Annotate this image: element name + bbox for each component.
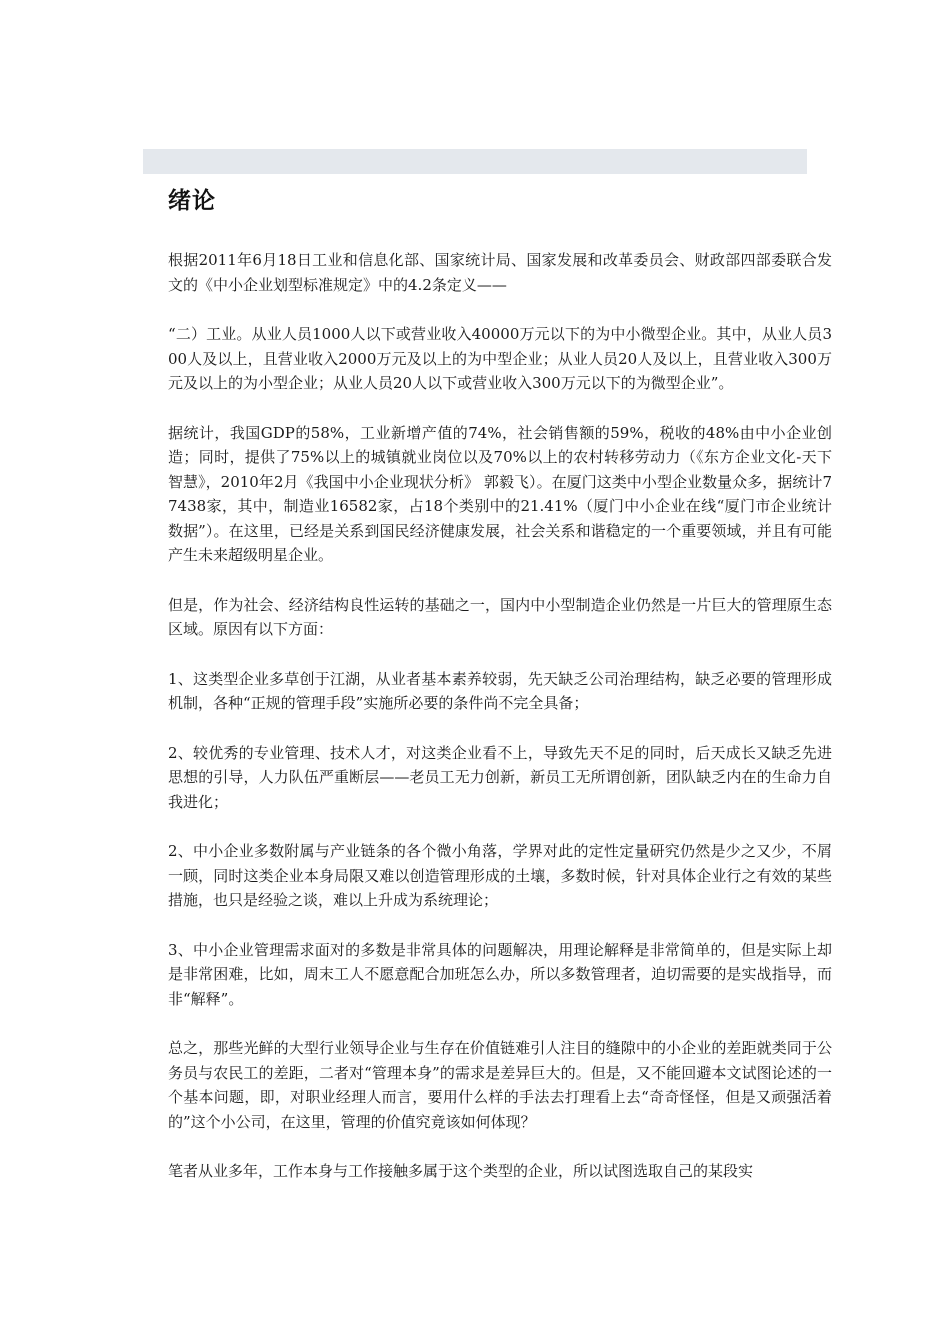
paragraph: “二）工业。从业人员1000人以下或营业收入40000万元以下的为中小微型企业。其中，从业人员300人及以上，且营业收入2000万元及以上的为中型企业；从业人员20人及以上，且营业收入300万元及以上的为小型企业；从业人员20人以下或营业收入300万元以下的为微型企业”。 [168,325,832,392]
paragraph: 据统计，我国GDP的58%，工业新增产值的74%，社会销售额的59%，税收的48%由中小企业创造；同时，提供了75%以上的城镇就业岗位以及70%以上的农村转移劳动力（《东方企业文化-天下智慧》，2010年2月《我国中小企业现状分析》 郭毅飞）。在厦门这类中小型企业数量众多，据统计77438家，其中，制造业16582家，占18个类别中的21.41%（厦门中小企业在线“厦门市企业统计数据”）。在这里，已经是关系到国民经济健康发展，社会关系和谐稳定的一个重要领域，并且有可能产生未来超级明星企业。 [168,423,832,564]
paragraph: 根据2011年6月18日工业和信息化部、国家统计局、国家发展和改革委员会、财政部四部委联合发文的《中小企业划型标准规定》中的4.2条定义—— [168,251,832,294]
paragraph: 1、这类型企业多草创于江湖，从业者基本素养较弱，先天缺乏公司治理结构，缺乏必要的管理形成机制，各种“正规的管理手段”实施所必要的条件尚不完全具备； [168,669,832,712]
paragraph: 总之，那些光鲜的大型行业领导企业与生存在价值链难引人注目的缝隙中的小企业的差距就类同于公务员与农民工的差距，二者对“管理本身”的需求是差异巨大的。但是，又不能回避本文试图论述的一个基本问题，即，对职业经理人而言，要用什么样的手法去打理看上去“奇奇怪怪，但是又顽强活着的”这个小公司，在这里，管理的价值究竟该如何体现？ [168,1039,832,1131]
header-bar [143,149,807,174]
paragraph: 2、中小企业多数附属与产业链条的各个微小角落，学界对此的定性定量研究仍然是少之又少，不屑一顾，同时这类企业本身局限又难以创造管理形成的土壤，多数时候，针对具体企业行之有效的某些措施，也只是经验之谈，难以上升成为系统理论； [168,842,832,909]
document-body [168,248,832,1209]
paragraph: 2、较优秀的专业管理、技术人才，对这类企业看不上，导致先天不足的同时，后天成长又缺乏先进思想的引导，人力队伍严重断层——老员工无力创新，新员工无所谓创新，团队缺乏内在的生命力自我进化； [168,743,832,811]
paragraph: 笔者从业多年，工作本身与工作接触多属于这个类型的企业，所以试图选取自己的某段实 [168,1162,754,1180]
page-title: 绪论 [168,188,216,214]
paragraph: 3、中小企业管理需求面对的多数是非常具体的问题解决，用理论解释是非常简单的，但是实际上却是非常困难，比如，周末工人不愿意配合加班怎么办，所以多数管理者，迫切需要的是实战指导，而非“解释”。 [168,940,832,1008]
paragraph: 但是，作为社会、经济结构良性运转的基础之一，国内中小型制造企业仍然是一片巨大的管理原生态区域。原因有以下方面： [168,595,832,638]
